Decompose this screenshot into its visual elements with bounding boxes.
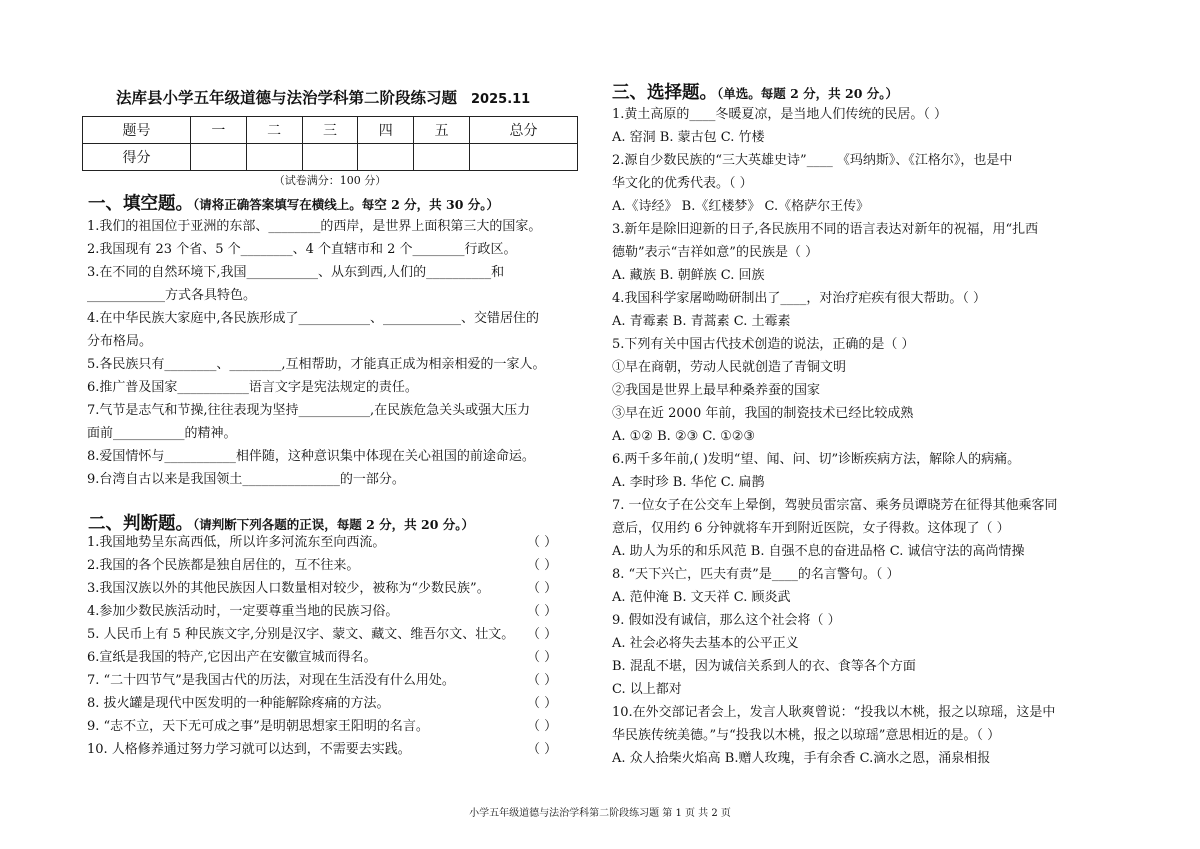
choice-line: 意后，仅用约 6 分钟就将车开到附近医院，女子得救。这体现了（ ）: [612, 521, 1010, 536]
answer-paren: （ ）: [527, 604, 558, 619]
answer-paren: （ ）: [527, 627, 558, 642]
judge-item: [87, 558, 558, 574]
score-table-header-row: [83, 117, 578, 144]
choice-line: A. 窑洞 B. 蒙古包 C. 竹楼: [612, 130, 765, 145]
choice-line: 9. 假如没有诚信，那么这个社会将（ ）: [612, 613, 841, 628]
full-mark: （试卷满分：100 分）: [273, 174, 387, 187]
fill-line: ____________方式各具特色。: [87, 288, 257, 303]
judge-item: [87, 581, 558, 597]
judge-text: 7. “二十四节气”是我国古代的历法，对现在生活没有什么用处。: [87, 673, 455, 688]
choice-line: A. 范仲淹 B. 文天祥 C. 顾炎武: [612, 590, 791, 605]
choice-line: A. 众人拾柴火焰高 B.赠人玫瑰，手有余香 C.滴水之恩，涌泉相报: [612, 751, 991, 766]
choice-line: 5.下列有关中国古代技术创造的说法，正确的是（ ）: [612, 337, 915, 352]
choice-line: 4.我国科学家屠呦呦研制出了____，对治疗疟疾有很大帮助。（ ）: [612, 291, 987, 306]
section3-note: （单选。每题 2 分，共 20 分。）: [717, 86, 899, 101]
choice-line: 1.黄土高原的____冬暖夏凉，是当地人们传统的民居。（ ）: [612, 107, 948, 122]
choice-line: 2.源自少数民族的“三大英雄史诗”____ 《玛纳斯》、《江格尔》，也是中: [612, 153, 1013, 168]
choice-line: 7. 一位女子在公交车上晕倒，驾驶员雷宗富、乘务员谭晓芳在征得其他乘客同: [612, 498, 1058, 513]
choice-line: 3.新年是除旧迎新的日子,各民族用不同的语言表达对新年的祝福，用“扎西: [612, 222, 1039, 237]
exam-title: [116, 86, 656, 108]
answer-paren: （ ）: [527, 696, 558, 711]
section1-heading: 一、填空题。: [88, 194, 193, 214]
section2-heading: 二、判断题。: [88, 514, 193, 534]
answer-paren: （ ）: [527, 650, 558, 665]
judge-item: [87, 535, 558, 551]
judge-text: 2.我国的各个民族都是独自居住的，互不往来。: [87, 558, 360, 573]
answer-paren: （ ）: [527, 558, 558, 573]
score-row-label: 得分: [83, 144, 191, 171]
choice-line: 华民族传统美德。”与“投我以木桃，报之以琼瑶”意思相近的是。（ ）: [612, 728, 1001, 743]
judge-item: [87, 673, 558, 689]
judge-item: [87, 696, 558, 712]
fill-line: 6.推广普及国家___________语言文字是宪法规定的责任。: [87, 380, 418, 395]
judge-text: 5. 人民币上有 5 种民族文字,分别是汉字、蒙文、藏文、维吾尔文、壮文。: [87, 627, 515, 642]
exam-date: 2025.11: [471, 92, 531, 107]
page-footer: 小学五年级道德与法治学科第二阶段练习题 第 1 页 共 2 页: [469, 808, 731, 819]
score-cell-5: 五: [414, 117, 470, 144]
fill-line: 9.台湾自古以来是我国领土_______________的一部分。: [87, 472, 405, 487]
choice-line: ③早在近 2000 年前，我国的制瓷技术已经比较成熟: [612, 406, 914, 421]
section3-title: [612, 79, 898, 104]
choice-line: A.《诗经》 B.《红楼梦》 C.《格萨尔王传》: [612, 199, 870, 214]
answer-paren: （ ）: [527, 742, 558, 757]
section2-note: （请判断下列各题的正误，每题 2 分，共 20 分。）: [193, 517, 475, 532]
section1-title: [88, 190, 499, 215]
answer-paren: （ ）: [527, 581, 558, 596]
score-table-score-row: [83, 144, 578, 171]
score-blank: [190, 144, 246, 171]
choice-line: 6.两千多年前,( )发明“望、闻、问、切”诊断疾病方法，解除人的病痛。: [612, 452, 1021, 467]
judge-text: 10. 人格修养通过努力学习就可以达到，不需要去实践。: [87, 742, 411, 757]
judge-item: [87, 742, 558, 758]
choice-line: A. ①② B. ②③ C. ①②③: [612, 429, 756, 444]
section1-note: （请将正确答案填写在横线上。每空 2 分，共 30 分。）: [193, 197, 500, 212]
fill-line: 7.气节是志气和节操,往往表现为坚持___________,在民族危急关头或强大压力: [87, 403, 531, 418]
answer-paren: （ ）: [527, 535, 558, 550]
choice-line: 华文化的优秀代表。（ ）: [612, 176, 753, 191]
judge-item: [87, 604, 558, 620]
fill-line: 2.我国现有 23 个省、5 个________、4 个直辖市和 2 个________行政区。: [87, 242, 517, 257]
fill-line: 分布格局。: [87, 334, 153, 349]
judge-item: [87, 719, 558, 735]
judge-item: [87, 650, 558, 666]
judge-text: 3.我国汉族以外的其他民族因人口数量相对较少，被称为“少数民族”。: [87, 581, 490, 596]
judge-text: 6.宣纸是我国的特产,它因出产在安徽宣城而得名。: [87, 650, 377, 665]
answer-paren: （ ）: [527, 673, 558, 688]
fill-line: 1.我们的祖国位于亚洲的东部、________的西岸，是世界上面积第三大的国家。: [87, 219, 542, 234]
score-cell-2: 二: [246, 117, 302, 144]
score-blank: [302, 144, 358, 171]
judge-text: 9. “志不立，天下无可成之事”是明朝思想家王阳明的名言。: [87, 719, 429, 734]
choice-line: 德勒”表示“吉祥如意”的民族是（ ）: [612, 245, 819, 260]
choice-line: C. 以上都对: [612, 682, 682, 697]
section3-heading: 三、选择题。: [612, 83, 717, 103]
choice-line: 10.在外交部记者会上，发言人耿爽曾说：“投我以木桃，报之以琼瑶，这是中: [612, 705, 1056, 720]
choice-line: A. 李时珍 B. 华佗 C. 扁鹊: [612, 475, 765, 490]
fill-line: 4.在中华民族大家庭中,各民族形成了___________、____________、交错居住的: [87, 311, 540, 326]
choice-line: ②我国是世界上最早种桑养蚕的国家: [612, 383, 821, 398]
choice-line: A. 社会必将失去基本的公平正义: [612, 636, 799, 651]
score-blank: [414, 144, 470, 171]
score-cell-4: 四: [358, 117, 414, 144]
answer-paren: （ ）: [527, 719, 558, 734]
fill-line: 3.在不同的自然环境下,我国___________、从东到西,人们的__________和: [87, 265, 505, 280]
choice-line: A. 青霉素 B. 青蒿素 C. 土霉素: [612, 314, 791, 329]
fill-line: 面前___________的精神。: [87, 426, 237, 441]
score-cell-1: 一: [190, 117, 246, 144]
fill-line: 8.爱国情怀与___________相伴随，这种意识集中体现在关心祖国的前途命运。: [87, 449, 535, 464]
judge-text: 8. 拔火罐是现代中医发明的一种能解除疼痛的方法。: [87, 696, 390, 711]
score-cell-total: 总分: [469, 117, 577, 144]
judge-item: [87, 627, 558, 643]
judge-text: 4.参加少数民族活动时，一定要尊重当地的民族习俗。: [87, 604, 399, 619]
score-blank: [469, 144, 577, 171]
judge-text: 1.我国地势呈东高西低，所以许多河流东至向西流。: [87, 535, 386, 550]
choice-line: A. 藏族 B. 朝鲜族 C. 回族: [612, 268, 765, 283]
choice-line: A. 助人为乐的和乐风范 B. 自强不息的奋进品格 C. 诚信守法的高尚情操: [612, 544, 1025, 559]
score-cell-3: 三: [302, 117, 358, 144]
choice-line: 8. “天下兴亡，匹夫有责”是____的名言警句。（ ）: [612, 567, 900, 582]
score-blank: [358, 144, 414, 171]
choice-line: B. 混乱不堪，因为诚信关系到人的衣、食等各个方面: [612, 659, 916, 674]
fill-line: 5.各民族只有________、________,互相帮助，才能真正成为相亲相爱的一家人。: [87, 357, 546, 372]
score-table: [82, 116, 578, 171]
section2-title: [88, 510, 474, 535]
choice-line: ①早在商朝，劳动人民就创造了青铜文明: [612, 360, 847, 375]
exam-title-text: 法库县小学五年级道德与法治学科第二阶段练习题: [116, 88, 458, 107]
score-cell-label: 题号: [83, 117, 191, 144]
score-blank: [246, 144, 302, 171]
